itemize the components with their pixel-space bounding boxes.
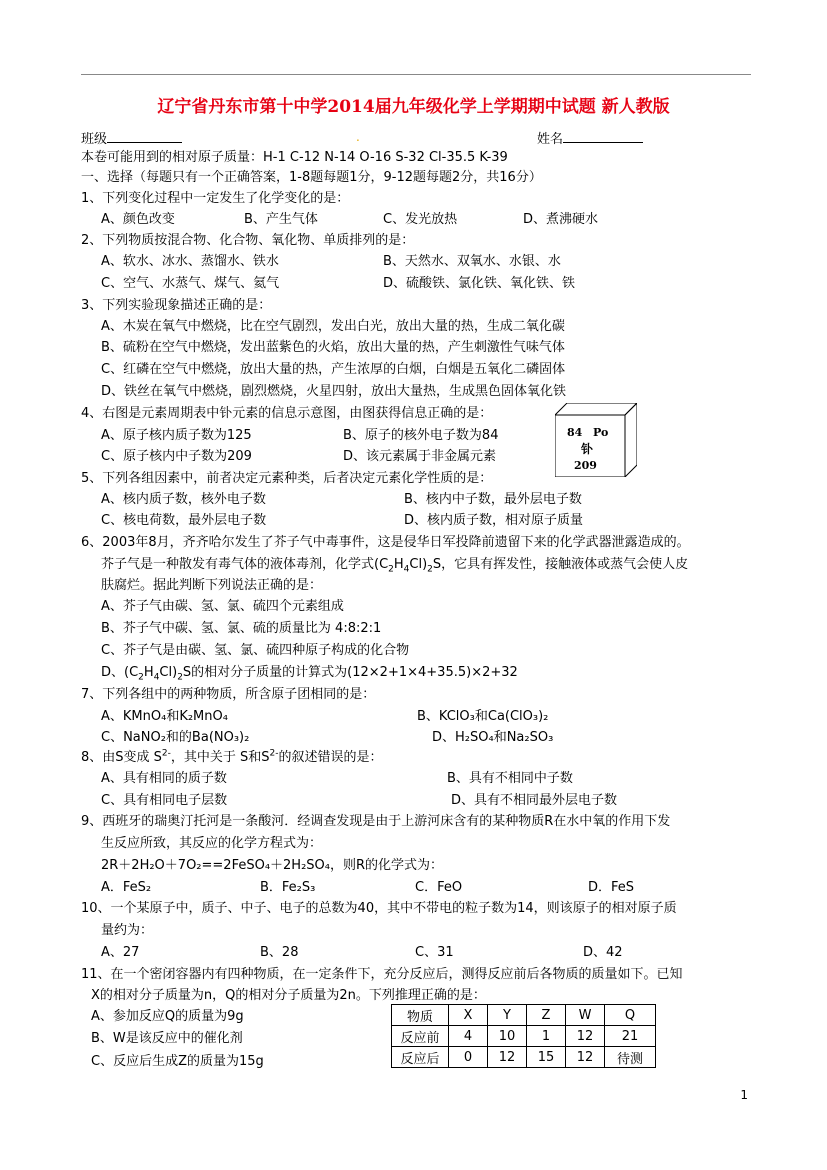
q1-stem: 1、下列变化过程中一定发生了化学变化的是： — [81, 191, 350, 206]
q5-option-b: B、核内中子数，最外层电子数 — [404, 492, 582, 507]
sup: 2- — [269, 748, 279, 759]
class-label: 班级 — [81, 132, 108, 147]
q9-option-b: B．Fe₂S₃ — [260, 880, 316, 895]
q2-option-a: A、软水、冰水、蒸馏水、铁水 — [101, 254, 279, 269]
q11-option-a: A、参加反应Q的质量为9g — [91, 1009, 244, 1024]
q6-d-text-b: H — [143, 665, 154, 680]
q4-option-c: C、原子核内中子数为209 — [101, 449, 252, 464]
q2-option-c: C、空气、水蒸气、煤气、氦气 — [101, 276, 280, 291]
q11-option-b: B、W是该反应中的催化剂 — [91, 1031, 243, 1046]
class-blank — [107, 128, 182, 143]
q8-option-c: C、具有相同电子层数 — [101, 793, 228, 808]
q2-option-b: B、天然水、双氧水、水银、水 — [383, 254, 561, 269]
q10-option-a: A、27 — [101, 945, 140, 960]
table-cell: 待测 — [605, 1047, 656, 1068]
q10-stem-line2: 量约为： — [101, 923, 154, 938]
table-row — [392, 1026, 656, 1047]
q6-option-a: A、芥子气由碳、氢、氯、硫四个元素组成 — [101, 599, 344, 614]
q1-option-c: C、发光放热 — [383, 212, 458, 227]
table-cell: 21 — [605, 1026, 656, 1047]
element-mass: 209 — [574, 459, 597, 472]
q11-stem-line2: X的相对分子质量为n，Q的相对分子质量为2n。下列推理正确的是： — [91, 988, 486, 1003]
element-cell-figure — [555, 403, 637, 477]
q1-option-a: A、颜色改变 — [101, 212, 175, 227]
q8-option-d: D、具有不相同最外层电子数 — [451, 793, 618, 808]
q2-option-d: D、硫酸铁、氯化铁、氧化铁、铁 — [383, 276, 576, 291]
q7-option-b: B、KClO₃和Ca(ClO₃)₂ — [417, 709, 549, 724]
element-name: 钋 — [581, 442, 594, 456]
q6-d-text-d: S的相对分子质量的计算式为(12×2+1×4+35.5)×2+32 — [182, 665, 518, 680]
q5-option-d: D、核内质子数，相对原子质量 — [404, 513, 584, 528]
q10-option-d: D、42 — [583, 945, 623, 960]
q4-option-b: B、原子的核外电子数为84 — [343, 428, 499, 443]
q11-option-c: C、反应后生成Z的质量为15g — [91, 1054, 264, 1069]
q10-option-c: C、31 — [415, 945, 454, 960]
q9-option-a: A．FeS₂ — [101, 880, 152, 895]
q1-option-d: D、煮沸硬水 — [523, 212, 599, 227]
table-row — [392, 1047, 656, 1068]
q6-stem-line1: 6、2003年8月，齐齐哈尔发生了芥子气中毒事件，这是侵华日军投降前遗留下来的化学武器泄露造成的。 — [81, 535, 690, 550]
q6-stem-text-d: S，它具有挥发性，接触液体或蒸气会使人皮 — [432, 557, 689, 572]
q10-option-b: B、28 — [260, 945, 299, 960]
table-cell: 12 — [566, 1047, 605, 1068]
q9-option-d: D．FeS — [588, 880, 635, 895]
q3-option-d: D、铁丝在氧气中燃烧，剧烈燃烧，火星四射，放出大量热，生成黑色固体氧化铁 — [101, 384, 567, 399]
q6-stem-line3: 肤腐烂。据此判断下列说法正确的是： — [101, 578, 323, 593]
atomic-mass-line: 本卷可能用到的相对原子质量：H-1 C-12 N-14 O-16 S-32 Cl-35.5 K-39 — [81, 150, 508, 165]
page-number: 1 — [740, 1088, 748, 1102]
q4-option-d: D、该元素属于非金属元素 — [343, 449, 497, 464]
q6-option-d — [101, 664, 518, 682]
table-cell: W — [566, 1005, 605, 1026]
table-cell: 0 — [449, 1047, 488, 1068]
q7-option-d: D、H₂SO₄和Na₂SO₃ — [432, 730, 554, 745]
q9-stem-line2: 生反应所致，其反应的化学方程式为： — [101, 836, 323, 851]
q5-option-a: A、核内质子数，核外电子数 — [101, 492, 266, 507]
q10-stem-line1: 10、一个某原子中，质子、中子、电子的总数为40，其中不带电的粒子数为14，则该原子的相对原子质 — [81, 901, 677, 916]
q6-d-text-c: Cl) — [159, 665, 178, 680]
q6-stem-text-a: 芥子气是一种散发有毒气体的液体毒剂，化学式(C — [101, 557, 389, 572]
q9-equation: 2R＋2H₂O＋7O₂==2FeSO₄＋2H₂SO₄，则R的化学式为： — [101, 858, 444, 873]
q11-stem-line1: 11、在一个密闭容器内有四种物质，在一定条件下，充分反应后，测得反应前后各物质的质量如下。已知 — [81, 967, 683, 982]
q7-option-a: A、KMnO₄和K₂MnO₄ — [101, 709, 228, 724]
q8-option-b: B、具有不相同中子数 — [447, 771, 573, 786]
q9-stem-line1: 9、西班牙的瑞奥汀托河是一条酸河．经调查发现是由于上游河床含有的某种物质R在水中氧的作用下发 — [81, 814, 671, 829]
table-cell: 物质 — [392, 1005, 449, 1026]
table-cell: 12 — [566, 1026, 605, 1047]
q2-stem: 2、下列物质按混合物、化合物、氧化物、单质排列的是： — [81, 233, 415, 248]
table-cell: 12 — [488, 1047, 527, 1068]
q3-option-c: C、红磷在空气中燃烧，放出大量的热，产生浓厚的白烟，白烟是五氧化二磷固体 — [101, 362, 566, 377]
table-cell: 4 — [449, 1026, 488, 1047]
sub: 2 — [138, 672, 144, 683]
mass-table — [391, 1004, 656, 1068]
table-cell: X — [449, 1005, 488, 1026]
q8-stem-text-b: ，其中关于 S和S — [170, 750, 270, 765]
table-cell: 15 — [527, 1047, 566, 1068]
q3-stem: 3、下列实验现象描述正确的是： — [81, 298, 272, 313]
page-title: 辽宁省丹东市第十中学2014届九年级化学上学期期中试题 新人教版 — [157, 97, 670, 117]
table-cell: 10 — [488, 1026, 527, 1047]
sub: 4 — [153, 672, 160, 683]
table-cell: 1 — [527, 1026, 566, 1047]
q4-option-a: A、原子核内质子数为125 — [101, 428, 252, 443]
sub: 2 — [388, 564, 394, 575]
element-cell-drawing — [555, 403, 637, 477]
q3-option-b: B、硫粉在空气中燃烧，发出蓝紫色的火焰，放出大量的热，产生刺激性气味气体 — [101, 340, 565, 355]
sup: 2- — [161, 748, 171, 759]
q7-stem: 7、下列各组中的两种物质，所含原子团相同的是： — [81, 687, 376, 702]
q6-option-b: B、芥子气中碳、氢、氯、硫的质量比为 4:8:2:1 — [101, 621, 382, 636]
sub: 2 — [177, 672, 183, 683]
name-label: 姓名 — [537, 132, 564, 147]
q7-option-c: C、NaNO₂和的Ba(NO₃)₂ — [101, 730, 250, 745]
element-symbol: Po — [593, 426, 609, 439]
table-cell: Z — [527, 1005, 566, 1026]
q6-stem-text-c: Cl) — [409, 557, 428, 572]
name-blank — [563, 128, 643, 143]
q1-option-b: B、产生气体 — [244, 212, 318, 227]
q3-option-a: A、木炭在氧气中燃烧，比在空气剧烈，发出白光，放出大量的热，生成二氧化碳 — [101, 319, 565, 334]
q6-stem-text-b: H — [393, 557, 404, 572]
dot-mark: . — [356, 130, 360, 144]
table-cell: 反应前 — [392, 1026, 449, 1047]
top-rule — [81, 74, 751, 75]
q6-stem-line2 — [101, 556, 688, 574]
table-cell: Y — [488, 1005, 527, 1026]
table-header-row — [392, 1005, 656, 1026]
table-cell: Q — [605, 1005, 656, 1026]
class-field — [81, 128, 182, 149]
name-field — [537, 128, 643, 149]
sub: 4 — [403, 564, 410, 575]
q9-option-c: C．FeO — [415, 880, 463, 895]
q5-option-c: C、核电荷数，最外层电子数 — [101, 513, 267, 528]
sub: 2 — [427, 564, 433, 575]
section-heading: 一、选择（每题只有一个正确答案，1-8题每题1分，9-12题每题2分，共16分） — [81, 170, 542, 185]
q8-option-a: A、具有相同的质子数 — [101, 771, 227, 786]
q6-d-text-a: D、(C — [101, 665, 139, 680]
q8-stem — [81, 749, 383, 767]
q4-stem: 4、右图是元素周期表中钋元素的信息示意图，由图获得信息正确的是： — [81, 406, 493, 421]
q6-option-c: C、芥子气是由碳、氢、氯、硫四种原子构成的化合物 — [101, 643, 410, 658]
q8-stem-text-a: 8、由S变成 S — [81, 750, 162, 765]
table-cell: 反应后 — [392, 1047, 449, 1068]
q8-stem-text-c: 的叙述错误的是： — [278, 750, 383, 765]
q5-stem: 5、下列各组因素中，前者决定元素种类，后者决定元素化学性质的是： — [81, 471, 493, 486]
element-number: 84 — [567, 426, 583, 439]
